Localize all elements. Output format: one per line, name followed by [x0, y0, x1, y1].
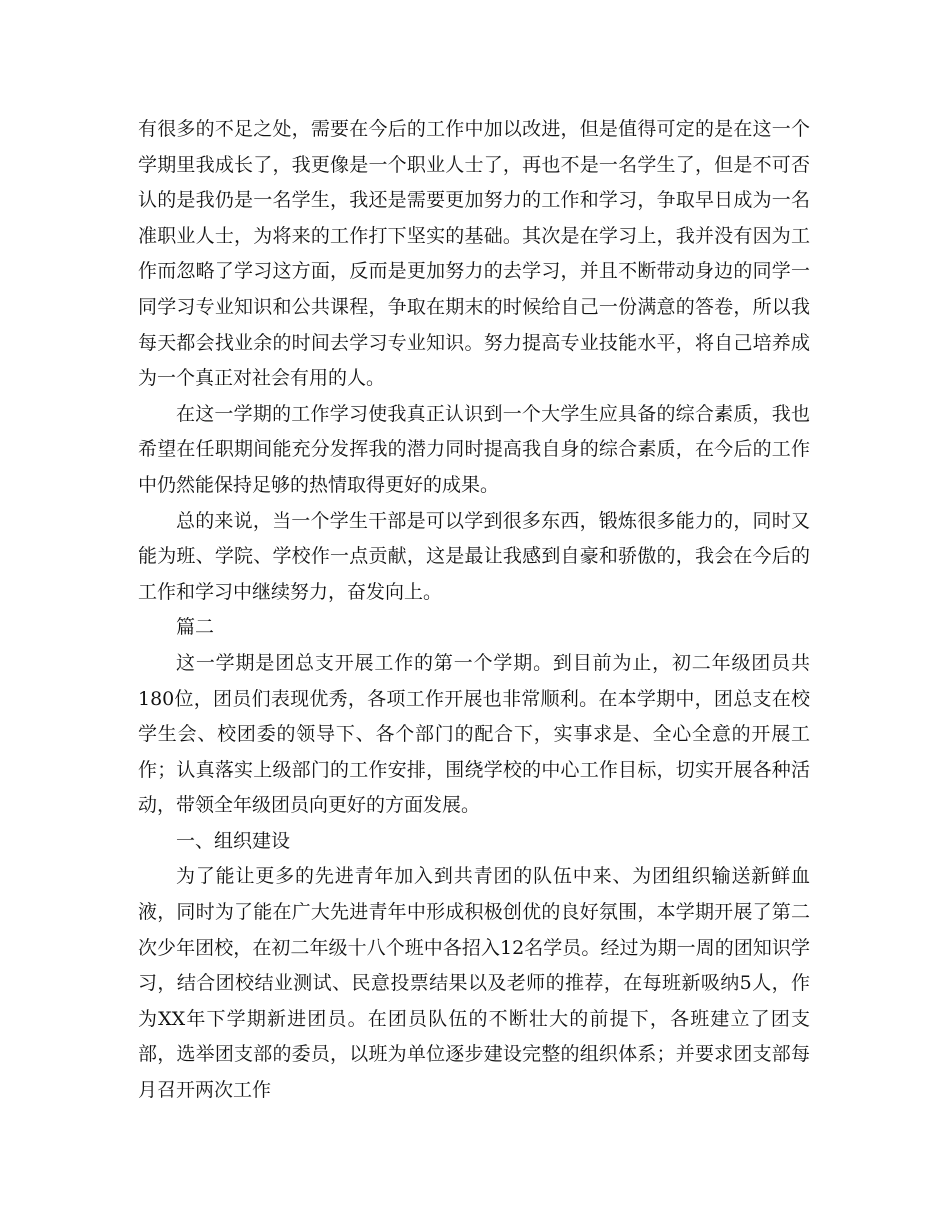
document-body: [138, 112, 810, 1109]
paragraph-4: 这一学期是团总支开展工作的第一个学期。到目前为止，初二年级团员共180位，团员们表现优秀，各项工作开展也非常顺利。在本学期中，团总支在校学生会、校团委的领导下、各个部门的配合下，实事求是、全心全意的开展工作；认真落实上级部门的工作安排，围绕学校的中心工作目标，切实开展各种活动，带领全年级团员向更好的方面发展。: [138, 651, 810, 817]
paragraph-5: 为了能让更多的先进青年加入到共青团的队伍中来、为团组织输送新鲜血液，同时为了能在广大先进青年中形成积极创优的良好氛围，本学期开展了第二次少年团校，在初二年级十八个班中各招入12名学员。经过为期一周的团知识学习，结合团校结业测试、民意投票结果以及老师的推荐，在每班新吸纳5人，作为XX年下学期新进团员。在团员队伍的不断壮大的前提下，各班建立了团支部，选举团支部的委员，以班为单位逐步建设完整的组织体系；并要求团支部每月召开两次工作: [138, 865, 810, 1102]
paragraph-3: 总的来说，当一个学生干部是可以学到很多东西，锻炼很多能力的，同时又能为班、学院、学校作一点贡献，这是最让我感到自豪和骄傲的，我会在今后的工作和学习中继续努力，奋发向上。: [138, 509, 810, 603]
paragraph-1: 有很多的不足之处，需要在今后的工作中加以改进，但是值得可定的是在这一个学期里我成长了，我更像是一个职业人士了，再也不是一名学生了，但是不可否认的是我仍是一名学生，我还是需要更加努力的工作和学习，争取早日成为一名准职业人士，为将来的工作打下坚实的基础。其次是在学习上，我并没有因为工作而忽略了学习这方面，反而是更加努力的去学习，并且不断带动身边的同学一同学习专业知识和公共课程，争取在期末的时候给自己一份满意的答卷，所以我每天都会找业余的时间去学习专业知识。努力提高专业技能水平，将自己培养成为一个真正对社会有用的人。: [138, 118, 810, 390]
paragraph-2: 在这一学期的工作学习使我真正认识到一个大学生应具备的综合素质，我也希望在任职期间能充分发挥我的潜力同时提高我自身的综合素质，在今后的工作中仍然能保持足够的热情取得更好的成果。: [138, 402, 810, 496]
section-heading-organization: 一、组织建设: [176, 829, 291, 852]
section-heading-part-two: 篇二: [176, 616, 215, 639]
